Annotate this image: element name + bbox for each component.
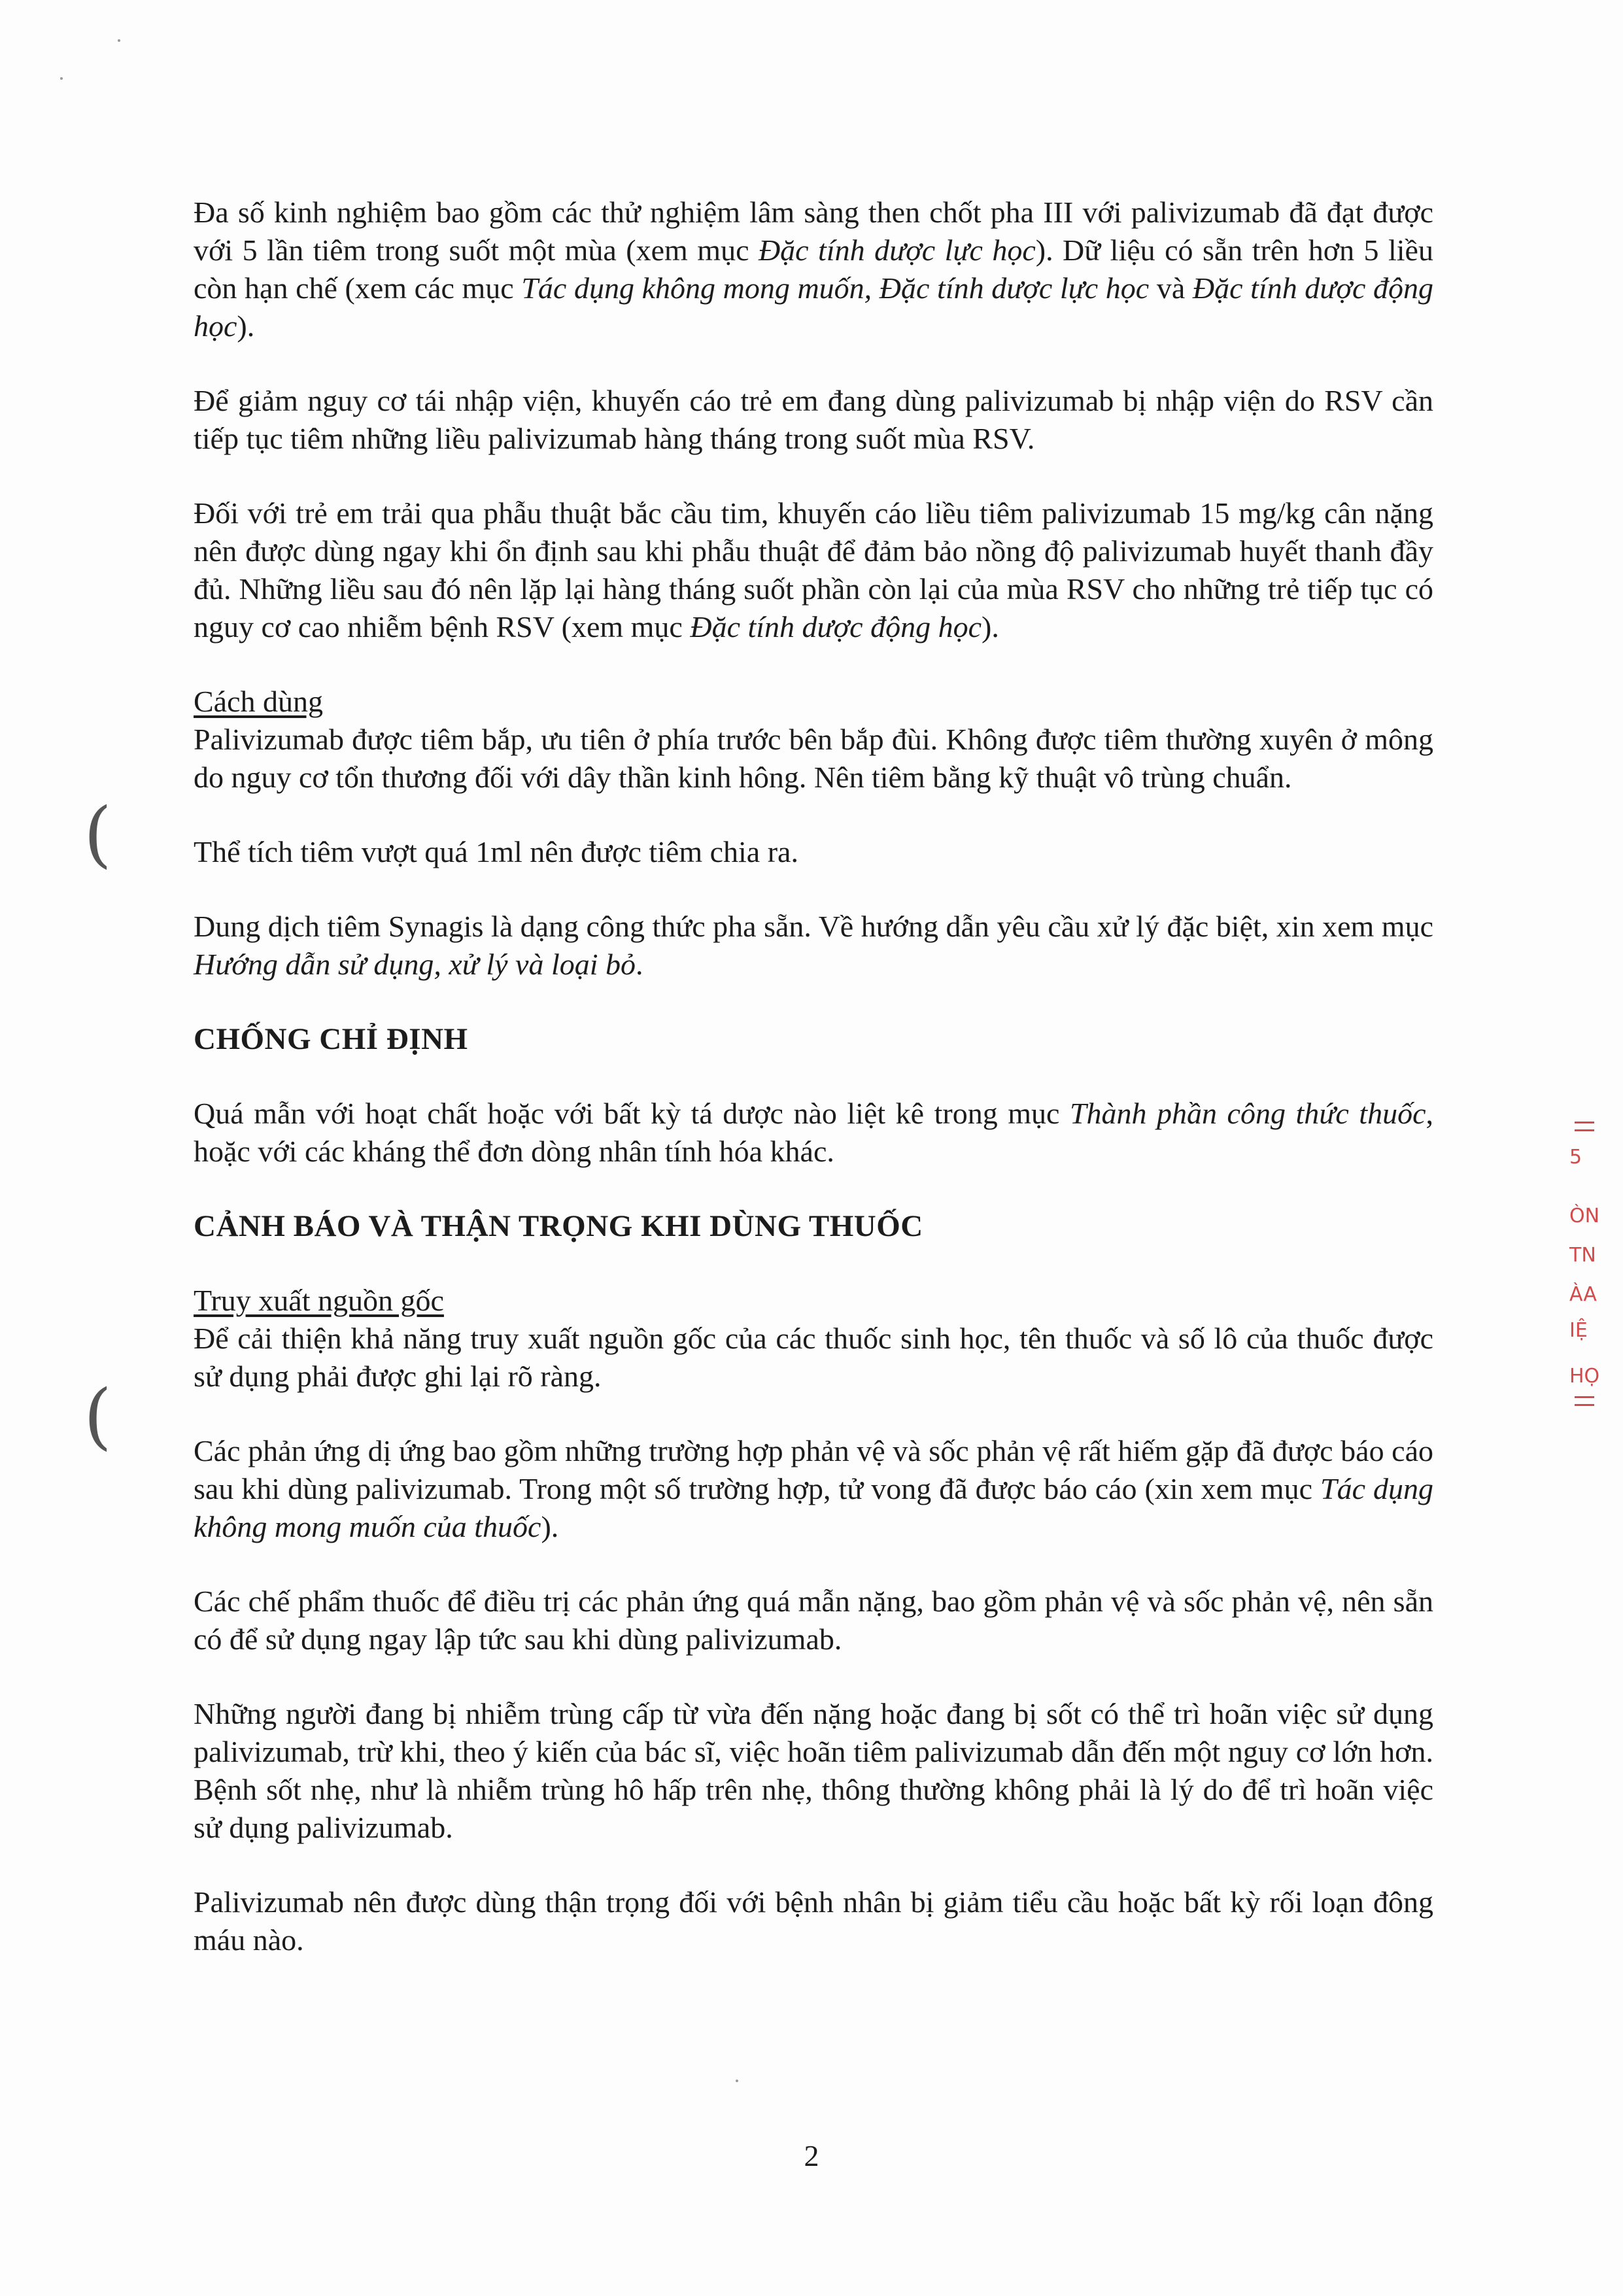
paragraph-thrombocytopenia: Palivizumab nên được dùng thận trọng đối với bệnh nhân bị giảm tiểu cầu hoặc bất kỳ rối loạn đông máu nào. [194,1885,1433,1957]
punch-hole-mark-lower: ( [84,1374,112,1458]
scan-speck [118,39,120,42]
paragraph-traceability: Để cải thiện khả năng truy xuất nguồn gốc của các thuốc sinh học, tên thuốc và số lô của thuốc được sử dụng phải được ghi lại rõ ràng. [194,1322,1433,1393]
partial-stamp: 5 ÒN TN ÀA IỆ HỌ [1569,1122,1609,1422]
paragraph-solution: Dung dịch tiêm Synagis là dạng công thức pha sẵn. Về hướng dẫn yêu cầu xử lý đặc biệt, xin xem mục Hướng dẫn sử dụng, xử lý và loại bỏ. [194,910,1433,981]
paragraph-intro-experience: Đa số kinh nghiệm bao gồm các thử nghiệm lâm sàng then chốt pha III với palivizumab đã đạt được với 5 lần tiêm trong suốt một mùa (xem mục Đặc tính dược lực học). Dữ liệu có sẵn trên hơn 5 liều còn hạn chế (xem các mục Tác dụng không mong muốn, Đặc tính dược lực học và Đặc tính dược động học). [194,196,1433,343]
page-number: 2 [804,2139,819,2172]
ref-composition: Thành phần công thức thuốc [1069,1097,1426,1130]
subheading-administration: Cách dùng [194,685,324,718]
heading-contraindications: CHỐNG CHỈ ĐỊNH [194,1022,468,1056]
ref-adverse-effects: Tác dụng không mong muốn của thuốc [194,1472,1433,1543]
paragraph-volume: Thể tích tiêm vượt quá 1ml nên được tiêm chia ra. [194,835,798,868]
punch-hole-mark-upper: ( [84,792,112,876]
paragraph-emergency-drugs: Các chế phẩm thuốc để điều trị các phản ứng quá mẫn nặng, bao gồm phản vệ và sốc phản vệ, nên sẵn có để sử dụng ngay lập tức sau khi dùng palivizumab. [194,1585,1433,1656]
ref-pharmacokinetics: Đặc tính dược động học [194,271,1433,343]
heading-warnings: CẢNH BÁO VÀ THẬN TRỌNG KHI DÙNG THUỐC [194,1209,923,1243]
document-body [194,194,1433,1959]
ref-pharmacodynamics: Đặc tính dược lực học [758,233,1036,267]
paragraph-allergic-reactions: Các phản ứng dị ứng bao gồm những trường hợp phản vệ và sốc phản vệ rất hiếm gặp đã được báo cáo sau khi dùng palivizumab. Trong một số trường hợp, tử vong đã được báo cáo (xin xem mục Tác dụng không mong muốn của thuốc). [194,1434,1433,1543]
ref-handling: Hướng dẫn sử dụng, xử lý và loại bỏ [194,948,636,981]
ref-adverse-pd: Tác dụng không mong muốn, Đặc tính dược lực học [521,271,1150,305]
paragraph-rehospitalization: Để giảm nguy cơ tái nhập viện, khuyến cáo trẻ em đang dùng palivizumab bị nhập viện do RSV cần tiếp tục tiêm những liều palivizumab hàng tháng trong suốt mùa RSV. [194,384,1433,455]
paragraph-cardiac-bypass: Đối với trẻ em trải qua phẫu thuật bắc cầu tim, khuyến cáo liều tiêm palivizumab 15 mg/kg cân nặng nên được dùng ngay khi ổn định sau khi phẫu thuật để đảm bảo nồng độ palivizumab huyết thanh đầy đủ. Những liều sau đó nên lặp lại hàng tháng suốt phần còn lại của mùa RSV cho những trẻ tiếp tục có nguy cơ cao nhiễm bệnh RSV (xem mục Đặc tính dược động học). [194,496,1433,643]
scan-speck [736,2080,738,2082]
paragraph-hypersensitivity: Quá mẫn với hoạt chất hoặc với bất kỳ tá dược nào liệt kê trong mục Thành phần công thức thuốc, hoặc với các kháng thể đơn dòng nhân tính hóa khác. [194,1097,1433,1168]
paragraph-infection-delay: Những người đang bị nhiễm trùng cấp từ vừa đến nặng hoặc đang bị sốt có thể trì hoãn việc sử dụng palivizumab, trừ khi, theo ý kiến của bác sĩ, việc hoãn tiêm palivizumab dẫn đến một nguy cơ lớn hơn. Bệnh sốt nhẹ, như là nhiễm trùng hô hấp trên nhẹ, thông thường không phải là lý do để trì hoãn việc sử dụng palivizumab. [194,1697,1433,1844]
ref-pharmacokinetics-2: Đặc tính dược động học [690,610,982,643]
subheading-traceability: Truy xuất nguồn gốc [194,1284,444,1317]
paragraph-administration: Palivizumab được tiêm bắp, ưu tiên ở phía trước bên bắp đùi. Không được tiêm thường xuyên ở mông do nguy cơ tổn thương đối với dây thần kinh hông. Nên tiêm bằng kỹ thuật vô trùng chuẩn. [194,723,1433,794]
scan-speck [60,77,63,80]
